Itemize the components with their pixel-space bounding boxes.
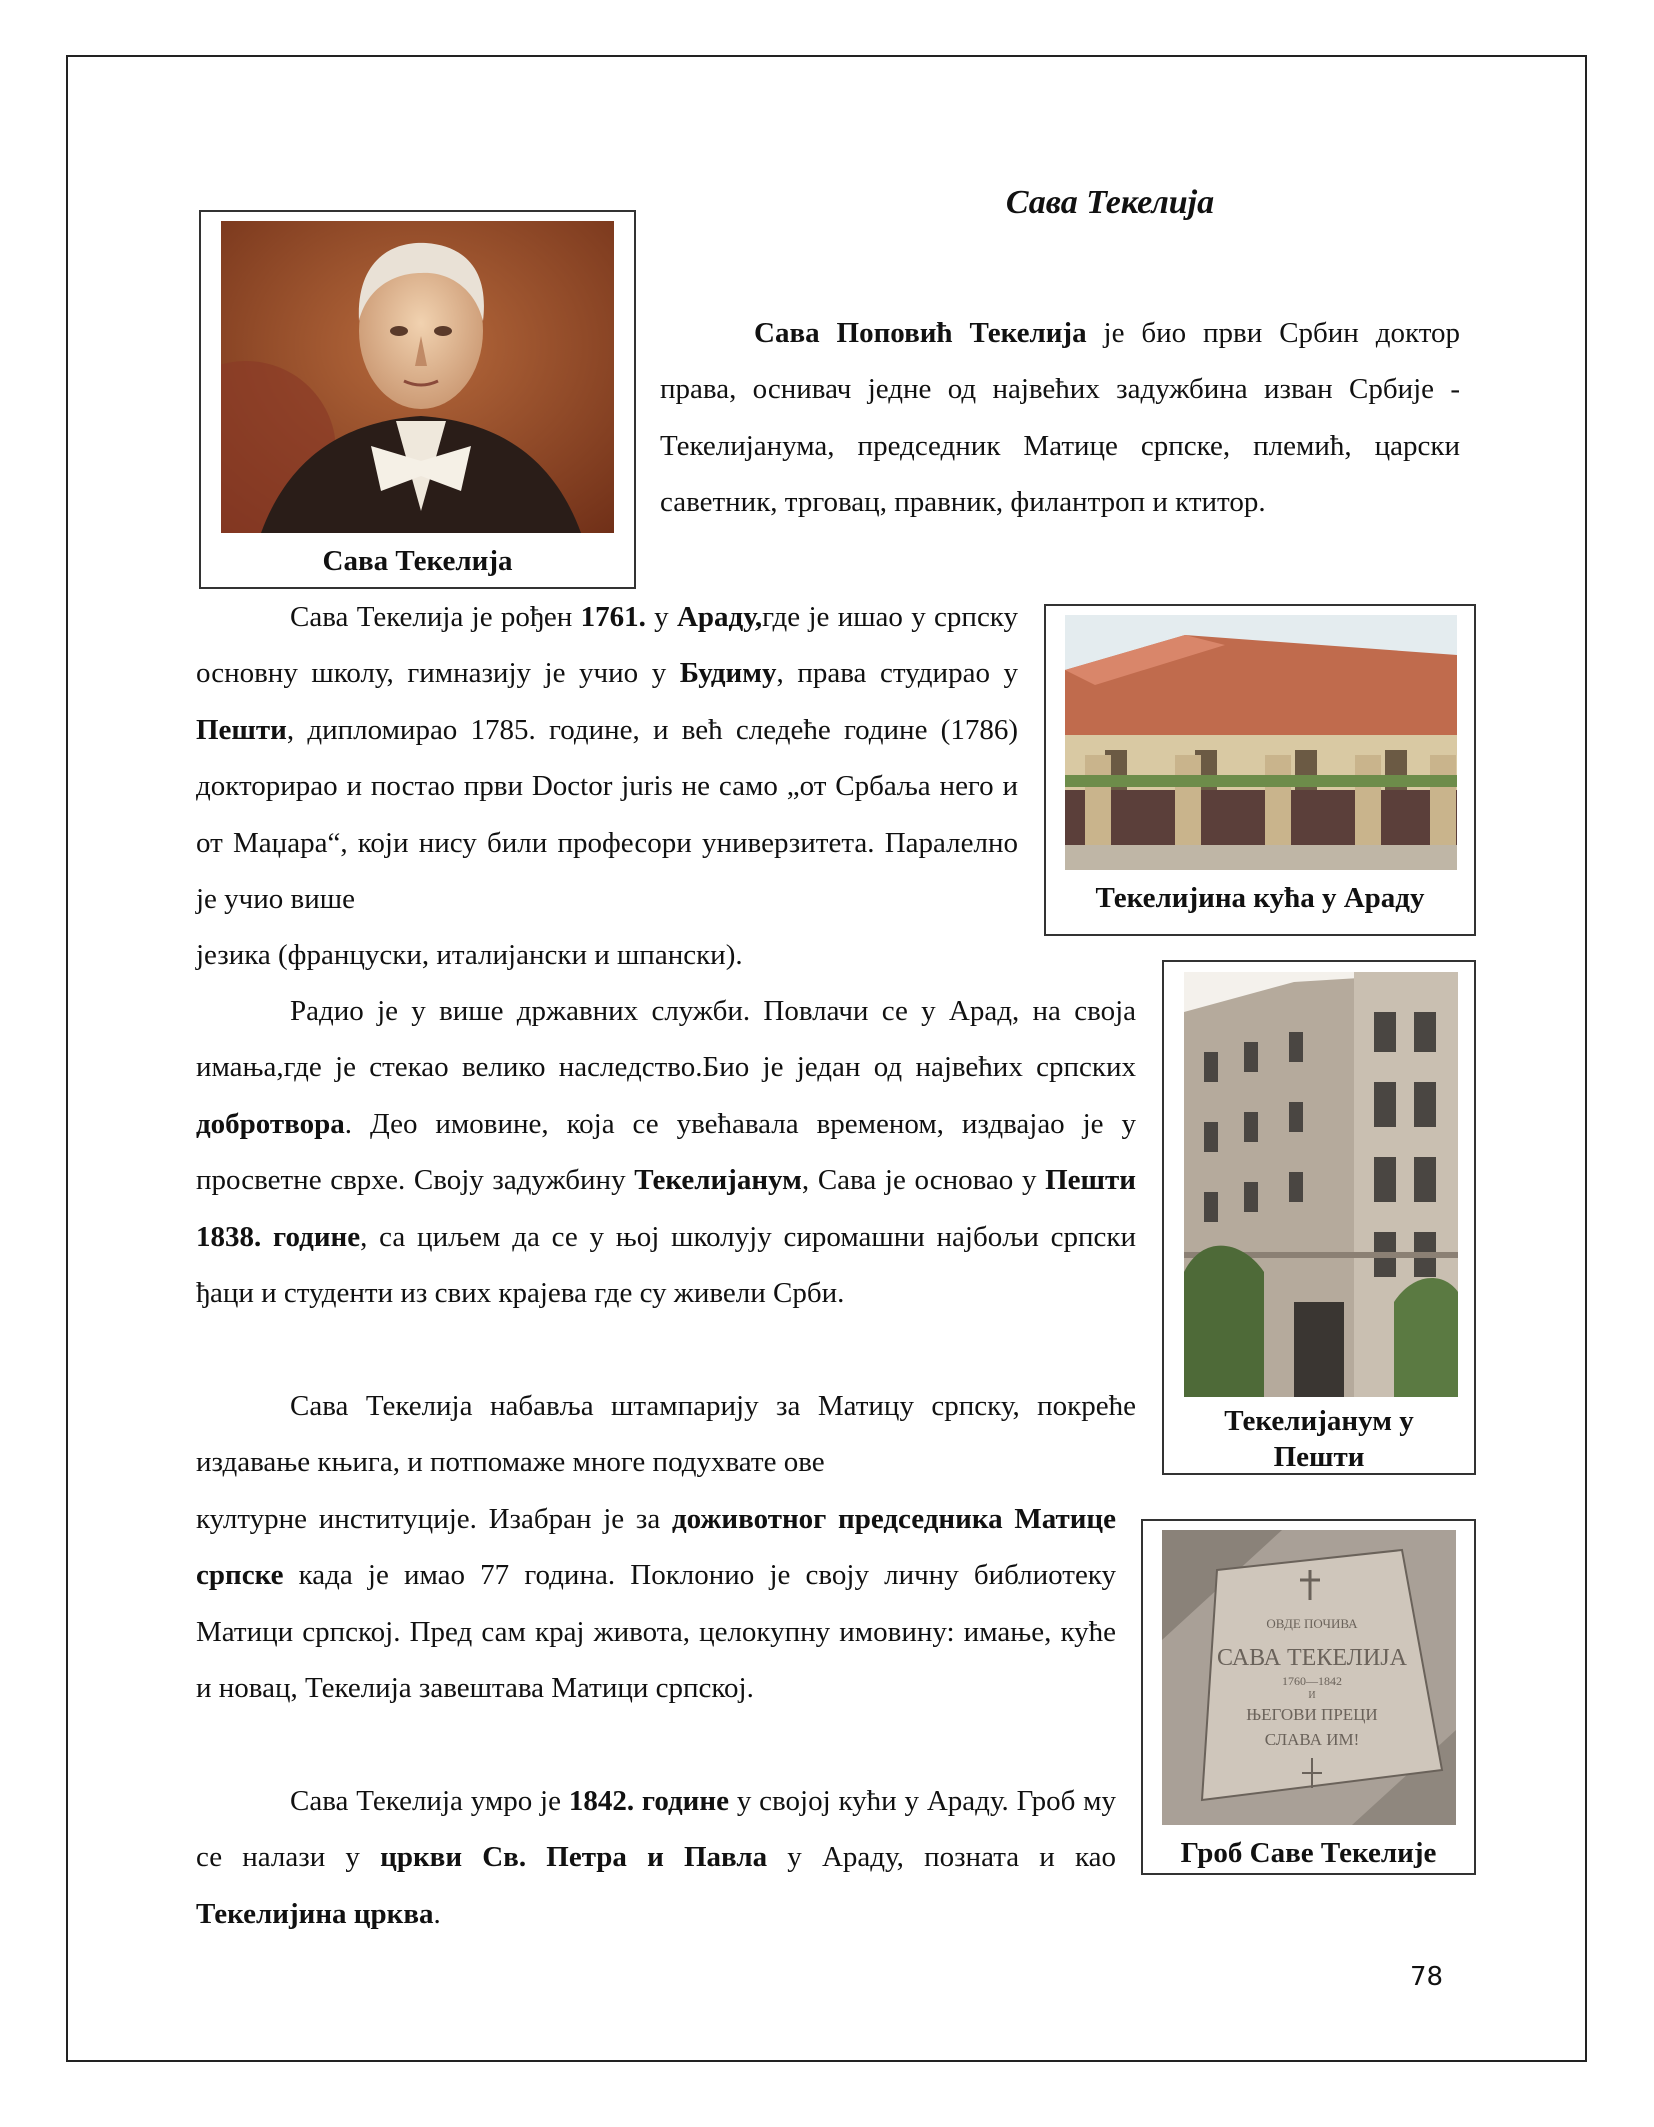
page-number: 78 xyxy=(1410,1962,1444,1992)
paragraph-3: Сава Текелија набавља штампарију за Матицу српску, покреће издавање књига, и потпомаже многе подухвате ове xyxy=(196,1390,1136,1479)
intro-paragraph: Сава Поповић Текелија је био први Србин доктор права, оснивач једне од највећих задужбина изван Србије - Текелијанума, председник Матице српске, племић, царски саветник, трговац, правник, филантроп и ктитор. xyxy=(660,317,1460,519)
grave-photo xyxy=(1162,1530,1456,1825)
tekelijanum-caption: Текелијанум у Пешти xyxy=(1224,1405,1414,1473)
grave-inscription-line-5: ЊЕГОВИ ПРЕЦИ xyxy=(1246,1705,1378,1724)
portrait-photo xyxy=(221,221,614,533)
grave-inscription-line-6: СЛАВА ИМ! xyxy=(1264,1730,1360,1749)
grave-inscription-line-3: 1760—1842 xyxy=(1282,1674,1342,1688)
tekelijanum-photo xyxy=(1184,972,1458,1397)
grave-figure xyxy=(1141,1519,1476,1875)
paragraph-2: Радио је у више државних служби. Повлачи се у Арад, на своја имања,где је стекао велико наследство.Био је један од највећих српских добротвора. Део имовине, која се увећавала временом, издвајао је у просветне сврхе. Своју задужбину Текелијанум, Сава је основао у Пешти 1838. године, са циљем да се у њој школују сиромашни најбољи српски ђаци и студенти из свих крајева где су живели Срби. xyxy=(196,995,1137,1310)
grave-inscription-line-2: САВА ТЕКЕЛИЈА xyxy=(1217,1645,1407,1671)
paragraph-1: Сава Текелија је рођен 1761. у Араду,где је ишао у српску основну школу, гимназију је учио у Будиму, права студирао у Пешти, дипломирао 1785. године, и већ следеће године (1786) докторирао и постао први Doctor juris не само „от Србаља него и от Маџара“, који нису били професори универзитета. Паралелно је учио више xyxy=(196,601,1018,916)
paragraph-4: Сава Текелија умро је 1842. године у својој кући у Араду. Гроб му се налази у цркви Св. Петра и Павла у Араду, позната и као Текелијина црква. xyxy=(196,1785,1117,1930)
house-caption: Текелијина кућа у Араду xyxy=(1095,882,1425,914)
portrait-figure xyxy=(199,210,636,589)
grave-caption: Гроб Саве Текелије xyxy=(1180,1837,1437,1869)
paragraph-1-tail: језика (француски, италијански и шпански). xyxy=(196,939,743,971)
grave-inscription-line-1: ОВДЕ ПОЧИВА xyxy=(1266,1616,1358,1631)
house-figure xyxy=(1044,604,1476,936)
grave-inscription-line-4: И xyxy=(1308,1690,1316,1701)
portrait-caption: Сава Текелија xyxy=(322,545,513,577)
tekelijanum-figure xyxy=(1162,960,1476,1475)
house-photo xyxy=(1065,615,1457,870)
page-title: Сава Текелија xyxy=(1005,184,1215,221)
paragraph-3-tail: културне институције. Изабран је за доживотног председника Матице српске када је имао 77 година. Поклонио је своју личну библиотеку Матици српској. Пред сам крај живота, целокупну имовину: имање, куће и новац, Текелија завештава Матици српској. xyxy=(196,1503,1116,1705)
intro-name: Сава Поповић Текелија xyxy=(754,317,1087,349)
